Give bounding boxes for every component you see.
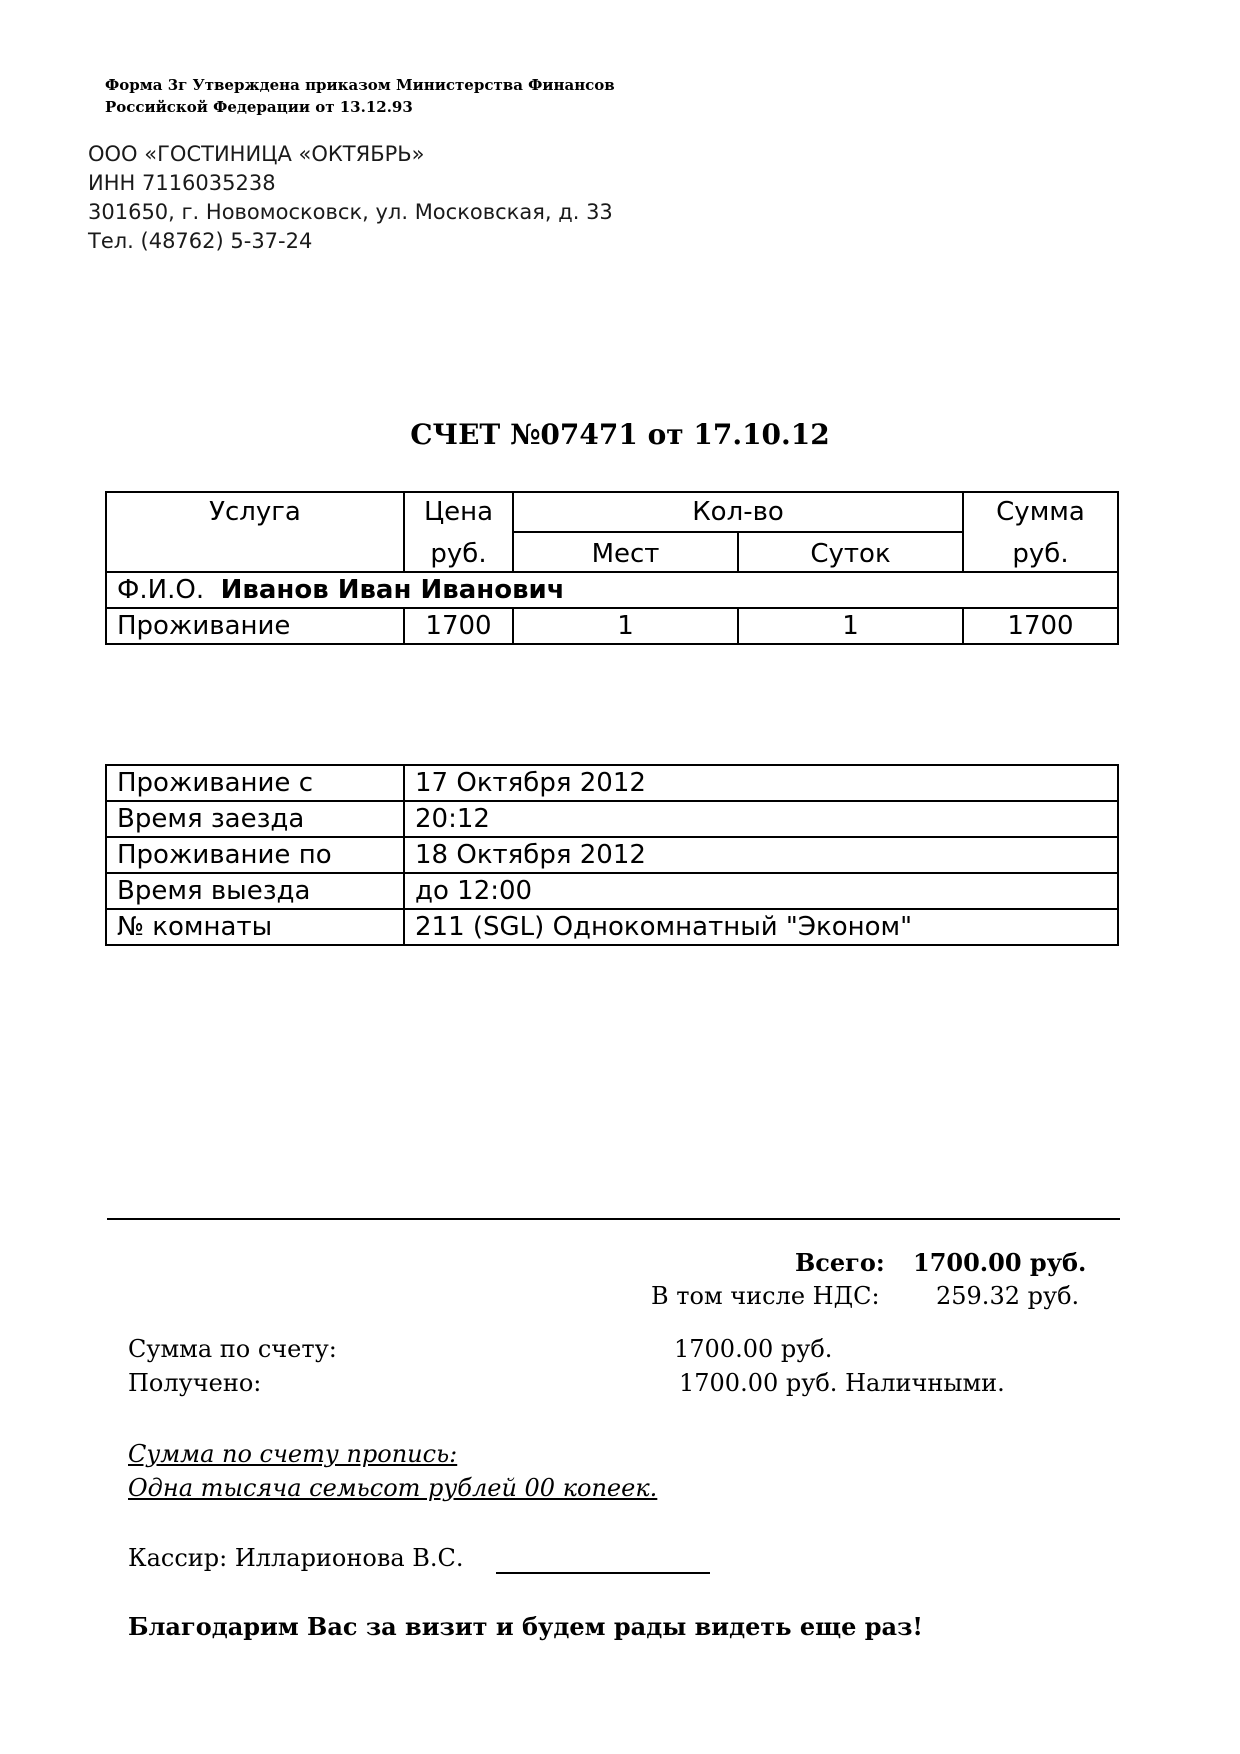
- table-row: [106, 608, 1118, 644]
- form-note: [105, 74, 615, 118]
- stay-value: 20:12: [404, 801, 1118, 837]
- guest-name: Иванов Иван Иванович: [220, 575, 565, 605]
- form-note-line1: Форма 3г Утверждена приказом Министерства Финансов: [105, 76, 615, 94]
- received-value: 1700.00 руб. Наличными.: [679, 1369, 1005, 1397]
- stay-label: № комнаты: [106, 909, 404, 945]
- services-header-row-1: [106, 492, 1118, 532]
- header-sum-line1: Сумма: [963, 492, 1118, 532]
- header-qty: Кол-во: [513, 492, 963, 532]
- stay-details-table: [105, 764, 1119, 946]
- guest-row: [106, 572, 1118, 608]
- table-row: [106, 801, 1118, 837]
- cashier: Кассир: Илларионова В.С.: [128, 1544, 464, 1572]
- organization-block: [88, 140, 613, 256]
- table-row: [106, 765, 1118, 801]
- sum-in-words-value: Одна тысяча семьсот рублей 00 копеек.: [128, 1474, 658, 1502]
- signature-line: [496, 1572, 710, 1574]
- organization-address: 301650, г. Новомосковск, ул. Московская, д. 33: [88, 200, 613, 224]
- row-service: Проживание: [106, 608, 404, 644]
- stay-value: до 12:00: [404, 873, 1118, 909]
- vat-label: В том числе НДС:: [651, 1282, 880, 1310]
- thanks-message: Благодарим Вас за визит и будем рады видеть еще раз!: [128, 1612, 923, 1641]
- sum-in-words-label: Сумма по счету пропись:: [128, 1440, 458, 1468]
- header-places: Мест: [513, 532, 738, 572]
- vat-value: 259.32 руб.: [936, 1282, 1080, 1310]
- divider: [107, 1218, 1120, 1220]
- header-sum-line2: руб.: [963, 532, 1118, 572]
- table-row: [106, 873, 1118, 909]
- row-places: 1: [513, 608, 738, 644]
- invoice-sum-value: 1700.00 руб.: [674, 1335, 833, 1363]
- table-row: [106, 909, 1118, 945]
- received-label: Получено:: [128, 1369, 262, 1397]
- table-row: [106, 837, 1118, 873]
- header-price-line2: руб.: [404, 532, 513, 572]
- invoice-sum-label: Сумма по счету:: [128, 1335, 337, 1363]
- stay-label: Время заезда: [106, 801, 404, 837]
- header-service: Услуга: [106, 492, 404, 572]
- stay-value: 18 Октября 2012: [404, 837, 1118, 873]
- organization-inn: ИНН 7116035238: [88, 171, 276, 195]
- guest-cell: [106, 572, 1118, 608]
- organization-phone: Тел. (48762) 5-37-24: [88, 229, 313, 253]
- row-sum: 1700: [963, 608, 1118, 644]
- row-price: 1700: [404, 608, 513, 644]
- form-note-line2: Российской Федерации от 13.12.93: [105, 98, 413, 116]
- header-days: Суток: [738, 532, 963, 572]
- stay-value: 17 Октября 2012: [404, 765, 1118, 801]
- stay-label: Время выезда: [106, 873, 404, 909]
- organization-name: ООО «ГОСТИНИЦА «ОКТЯБРЬ»: [88, 142, 425, 166]
- total-value: 1700.00 руб.: [913, 1248, 1087, 1277]
- row-days: 1: [738, 608, 963, 644]
- total-label: Всего:: [795, 1248, 885, 1277]
- stay-value: 211 (SGL) Однокомнатный "Эконом": [404, 909, 1118, 945]
- guest-label: Ф.И.О.: [117, 575, 205, 605]
- stay-label: Проживание с: [106, 765, 404, 801]
- services-table: [105, 491, 1119, 645]
- header-price-line1: Цена: [404, 492, 513, 532]
- invoice-title: СЧЕТ №07471 от 17.10.12: [410, 418, 830, 451]
- stay-label: Проживание по: [106, 837, 404, 873]
